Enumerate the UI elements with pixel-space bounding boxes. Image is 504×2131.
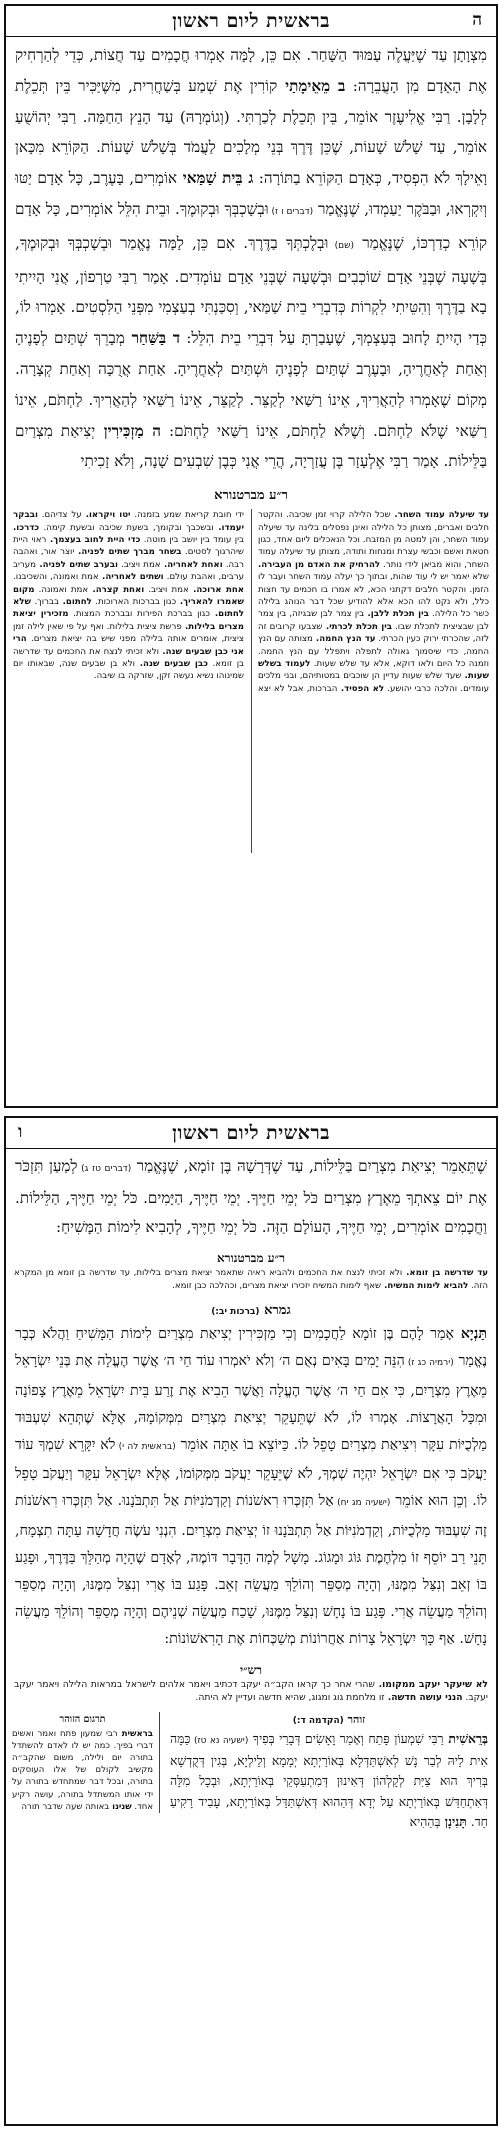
rashi-paragraph [14,1678,488,1704]
lead-word: הרי אני כבן שבעים שנה. [13,634,244,657]
text-run: רבי שמעון פתח ואמר ואשים דברי בפיך. כמה יש לו לאדם להשתדל בתורה יום ולילה, משום שהקב״ה מקשיב לקולם של אלו העוסקים בתורה, ובכל דבר שמתחדש בתורה על ידי אותו המשתדל בתורה, עושה רקיע אחד. [12,1728,153,1812]
gemara-paragraph [15,1321,487,1653]
gemara-text [6,1321,496,1653]
page-header [6,1118,496,1149]
lead-word: ובערב שתים לפניה. [35,559,118,570]
text-run: יְצִיאַת מִצְרַיִם בַּלֵּילוֹת. אָמַר רַבִּי אֶלְעָזָר בֶּן עֲזַרְיָה, הֲרֵי אֲנִי כְּבֶן שִׁבְעִים שָׁנָה, וְלֹא זָכִיתִי [15,421,487,471]
page-1 [4,4,498,1108]
lead-word: ג בֵּית שַׁמַּאי [177,169,254,188]
commentary-paragraph [14,1267,488,1292]
text-run: שעד שלש שעות עדיין הן שוכבים במטותיהם, ובני מלכים עומדים. והלכה כרבי יהושע. [258,671,489,694]
text-run: ולא זכיתי לנצח את החכמים עד שדרשה בן זומא. [13,646,245,670]
commentary-heading: ר״ע מברטנורא [216,1251,286,1265]
mishnah-paragraph [15,1152,487,1242]
lead-word: כדרכו. [13,522,40,533]
zohar-section [6,1712,496,1902]
text-run: קוֹרִין אֶת שְׁמַע בְּשַׁחֲרִית, מִשֶּׁיַּכִּיר בֵּין תְּכֵלֶת לְלָבָן. רַבִּי אֱלִיעֶזֶר אוֹמֵר, בֵּין תְּכֵלֶת לְכַרְתִּי. (וְגוֹמְרָהּ) עַד הָנֵץ הַחַמָּה. רַבִּי יְהוֹשֻׁעַ אוֹמֵר, עַד שָׁלֹשׁ שָׁעוֹת, שֶׁכֵּן דֶּרֶךְ בְּנֵי מְלָכִים לַעֲמֹד בְּשָׁלֹשׁ שָׁעוֹת. הַקּוֹרֵא מִכָּאן וָאֵילָךְ לֹא הִפְסִיד, כְּאָדָם הַקּוֹרֵא בַתּוֹרָה: [15,76,487,188]
page-number: ו [18,1122,23,1142]
text-run: שאף לימות המשיח יזכירו יציאת מצרים, וכהלכה כבן זומא. [172,1280,382,1291]
lead-word: ואחת לאחריה. [160,559,223,570]
text-run: מצותה עם הנץ החמה, כדי שיסמוך גאולה לתפלה ויתפלל עם הנץ החמה. וזמנה כל היום ולאו דוקא, אלא עד שלש שעות. [258,634,490,670]
gemara-heading [6,1302,496,1321]
zohar-column [170,1712,488,1833]
text-run: על צדיהם. [37,510,82,521]
lead-word: לחתום. [58,597,92,607]
text-run: אמת ויציב. [144,584,189,595]
text-run: רַבִּי שִׁמְעוֹן פָּתַח וְאָמַר וָאָשִׂים דְּבָרַי בְּפִיךָ [248,1730,444,1746]
page-number: ה [472,10,482,30]
verse-citation: (דברים טז ג) [77,1164,132,1174]
verse-citation: (בראשית לה י) [115,1442,176,1452]
text-run: וּבְלֶכְתְּךָ בַדֶּרֶךְ. אִם כֵּן, לָמָּה נֶאֱמַר וּבְשָׁכְבְּךָ וּבְקוּמֶךָ, בְּשָׁעָה שֶׁבְּנֵי אָדָם שׁוֹכְבִים וּבְשָׁעָה שֶׁבְּנֵי אָדָם עוֹמְדִים. אָמַר רַבִּי טַרְפוֹן, אֲנִי הָיִיתִי בָא בַדֶּרֶךְ וְהִטֵּיתִי לִקְרוֹת כְּדִבְרֵי בֵית שַׁמַּאי, וְסִכַּנְתִּי בְעַצְמִי מִפְּנֵי הַלִּסְטִים. אָמְרוּ לוֹ, כְּדַי הָיִיתָ לָחוּב בְּעַצְמְךָ, שֶׁעָבַרְתָּ עַל דִּבְרֵי בֵית הִלֵּל: [15,233,488,348]
zohar-citation: (הקדמה ד:) [292,1715,344,1726]
gemara-citation: (ברכות יב:) [211,1307,260,1318]
text-run: בְּהַהִיא [409,1814,441,1830]
text-run: ובשכבך ובקומך, בשעת שכיבה ובשעת קימה. [39,522,214,533]
page-title: בראשית ליום ראשון [172,1122,330,1144]
commentary-heading: ר״ע מברטנורא [214,488,288,504]
verse-citation: (דברים ו ז) [268,206,314,217]
text-run: יוצר אור, ואהבה רבה. [13,547,244,570]
lead-word: מקום שאמרו להאריך. [13,584,244,607]
lead-word: עד שיעלה עמוד השחר. [390,510,489,521]
lead-word: להרחיק את האדם מן העבירה. [258,559,381,570]
text-run: אַל תִּזְכְּרוּ רִאשֹׁנוֹת וְקַדְמֹנִיּוֹת אַל תִּתְבֹּנָנוּ. אַל תִּזְכְּרוּ רִאשֹׁנוֹת זֶה שִׁעְבּוּד מַלְכֻיּוֹת, וְקַדְמֹנִיּוֹת אַל תִּתְבֹּנָנוּ זוֹ יְצִיאַת מִצְרַיִם. הִנְנִי עֹשֶׂה חֲדָשָׁה עַתָּה תִצְמָח, תָּנֵי רַב יוֹסֵף זוֹ מִלְחֶמֶת גּוֹג וּמָגוֹג. מָשָׁל לְמָה הַדָּבָר דּוֹמֶה, לְאָדָם שֶׁהָיָה מְהַלֵּךְ בַּדֶּרֶךְ, וּפָגַע בּוֹ זְאֵב וְנִצַּל מִמֶּנּוּ, וְהָיָה מְסַפֵּר וְהוֹלֵךְ מַעֲשֵׂה זְאֵב. פָּגַע בּוֹ אֲרִי וְנִצַּל מִמֶּנּוּ, וְהָיָה מְסַפֵּר וְהוֹלֵךְ מַעֲשֵׂה אֲרִי. פָּגַע בּוֹ נָחָשׁ וְנִצַּל מִמֶּנּוּ, שָׁכַח מַעֲשֵׂה שְׁנֵיהֶם וְהָיָה מְסַפֵּר וְהוֹלֵךְ מַעֲשֵׂה נָחָשׁ. אַף כָּךְ יִשְׂרָאֵל צָרוֹת אַחֲרוֹנוֹת מְשַׁכְּחוֹת אֶת הָרִאשׁוֹנוֹת: [15,1493,487,1648]
zohar-heading [170,1712,488,1729]
verse-citation: (ירמיה כג ז) [404,1358,454,1369]
lead-word: בשחר מברך שתים לפניה. [74,547,182,558]
targum-paragraph [12,1728,153,1813]
targum-column [12,1712,160,1813]
lead-word: לעמוד בשלש שעות. [258,659,489,682]
lead-word: הנני עושה חדשה. [384,1691,463,1703]
lead-word: שלא לחתום. [13,597,244,620]
text-run: שהרי אחר כך קראו הקב״ה יעקב דכתיב ויאמר אלהים לישראל במראות הלילה ויאמר יעקב יעקב. [14,1678,488,1703]
commentary-bartenura [6,1267,496,1292]
rashi-heading: רש״י [239,1662,263,1677]
text-run: שלא יאמר יש לי עוד שהות, ובתוך כך יעלה עמוד השחר ועבר לו הזמן. והקטר חלבים דקתני הכא, לא אמרו בו חכמים עד חצות כלל, ולא נקט להו הכא אלא להודיע שכל דבר הנוהג בלילה כשר כל הלילה. [258,572,490,620]
commentary-bartenura [6,509,496,853]
lead-word: כבן שבעים שנה. [134,659,208,670]
text-run: הברכות, אבל לא יצא ידי חובת קריאת שמע בזמנה. [130,510,338,694]
text-run: מִצְוָתָן עַד שֶׁיַּעֲלֶה עַמּוּד הַשָּׁחַר. אִם כֵּן, לָמָּה אָמְרוּ חֲכָמִים עַד חֲצוֹת, כְּדֵי לְהַרְחִיק אֶת הָאָדָם מִן הָעֲבֵרָה: [15,46,487,95]
text-run: ולא בן שבעים שנה, שבאותו יום שמינוהו נשיא נעשה זקן, שזרקה בו שיבה. [13,659,244,682]
text-run: שֶׁתֵּאָמֵר יְצִיאַת מִצְרַיִם בַּלֵּילוֹת, עַד שֶׁדְּרָשָׁהּ בֶּן זוֹמָא, שֶׁנֶּאֱמַר [131,1157,488,1175]
lead-word: ואחת קצרה. [88,584,145,595]
text-run: מעריב ערבים, ואהבת עולם. [13,559,244,583]
lead-word: בין תכלת ללבן. [364,609,429,620]
mishnah-text [6,37,496,477]
lead-word: ד בַּשַּׁחַר [124,329,181,348]
text-run: לְמַעַן תִּזְכֹּר אֶת יוֹם צֵאתְךָ מֵאֶרֶץ מִצְרַיִם כֹּל יְמֵי חַיֶּיךָ. יְמֵי חַיֶּיךָ, הַיָּמִים. כֹּל יְמֵי חַיֶּיךָ, הַלֵּילוֹת. וַחֲכָמִים אוֹמְרִים, יְמֵי חַיֶּיךָ, הָעוֹלָם הַזֶּה. כֹּל יְמֵי חַיֶּיךָ, לְהָבִיא לִימוֹת הַמָּשִׁיחַ: [15,1157,487,1236]
text-run: שצבעו קרובים זה לזה, שהכרתי ירוק כעין הכרתי. [258,621,489,645]
verse-citation: (שם) [328,240,355,251]
text-run: הִנֵּה יָמִים בָּאִים נְאֻם ה׳ וְלֹא יֹאמְרוּ עוֹד חַי ה׳ אֲשֶׁר הֶעֱלָה אֶת בְּנֵי יִשְׂרָאֵל מֵאֶרֶץ מִצְרָיִם, כִּי אִם חַי ה׳ אֲשֶׁר הֶעֱלָה וַאֲשֶׁר הֵבִיא אֶת זֶרַע בֵּית יִשְׂרָאֵל מֵאֶרֶץ צָפוֹנָה וּמִכָּל הָאֲרָצוֹת. אָמְרוּ לוֹ, לֹא שֶׁתֵּעָקֵר יְצִיאַת מִצְרַיִם מִמְּקוֹמָהּ, אֶלָּא שֶׁתְּהֵא שִׁעְבּוּד מַלְכֻיּוֹת עִקָּר וִיצִיאַת מִצְרַיִם טָפֵל לוֹ. כַּיּוֹצֵא בוֹ אַתָּה אוֹמֵר [15,1353,487,1453]
mishnah-paragraph [15,40,487,477]
text-run: פרשת ציצית בלילות. ואף על פי שאין לילה זמן ציצית, אומרים אותה בלילה מפני שיש בה יציאת מצרים. [13,621,244,645]
text-run: ראוי היית שיהרגוך לסטים. [13,534,244,558]
lead-word: ושתים לאחריה. [98,572,164,583]
text-run: בברוך. [30,597,59,607]
gemara-title: גמרא [264,1303,291,1319]
text-run: אמת ויציב. [117,559,161,570]
lead-word: להביא לימות המשיח. [381,1280,469,1291]
lead-word: לא הפסיד. [337,683,385,694]
lead-word: כדי היית לחוב בעצמך. [46,534,141,545]
lead-word: אחת ארוכה. [188,584,244,595]
mishnah-text [6,1149,496,1242]
text-run: אוֹמְרִים, בָּעֶרֶב, כָּל אָדָם יַטּוּ וְיִקְרְאוּ, וּבַבֹּקֶר יַעַמְדוּ, שֶׁנֶּאֱמַר [15,169,487,218]
text-run: בין צמר לבן שבגיזה, בין צמר לבן שבציצית לתכלת שבו. [258,609,489,632]
lead-word: בין תכלת לכרתי. [322,621,392,632]
lead-word: עד הנץ החמה. [312,634,376,645]
lead-word: לא שיעקר יעקב ממקומו. [374,1678,488,1690]
lead-word: בראשית [117,1728,153,1739]
page-title: בראשית ליום ראשון [172,10,330,32]
lead-word: יטו ויקראו. [81,510,131,521]
zohar-paragraph [170,1729,488,1833]
text-run: מְבָרֵךְ שְׁתַּיִם לְפָנֶיהָ וְאַחַת לְאַחֲרֶיהָ, וּבָעֶרֶב שְׁתַּיִם לְפָנֶיהָ וּשְׁתַּיִם לְאַחֲרֶיהָ. אַחַת אֲרֻכָּה וְאַחַת קְצָרָה. מְקוֹם שֶׁאָמְרוּ לְהַאֲרִיךְ, אֵינוֹ רַשַּׁאי לְקַצֵּר. לְקַצֵּר, אֵינוֹ רַשַּׁאי לְהַאֲרִיךְ. לַחְתֹּם, אֵינוֹ רַשַּׁאי שֶׁלֹּא לַחְתֹּם. וְשֶׁלֹּא לַחְתֹּם, אֵינוֹ רַשַּׁאי לַחְתֹּם: [15,329,487,440]
lead-word: עד שדרשה בן זומא. [402,1268,488,1278]
page-header [6,6,496,37]
lead-word: ה מַזְכִּירִין [95,421,161,440]
page-2 [4,1116,498,2126]
text-run: זו מלחמת גוג ומגוג, שהיא חדשה ועדיין לא היתה. [195,1691,385,1703]
text-run: כגון בברכת הפירות ובברכת המצות. [68,609,210,620]
rashi-text [6,1678,496,1704]
lead-word: שנינו [109,1801,132,1812]
lead-word: ובבקר יעמדו. [13,510,244,533]
verse-citation: (ישעיה נא טז) [190,1735,249,1746]
text-run: אמת ואמונה, והשכיבנו. [13,572,99,583]
lead-word: ב מֵאֵימָתַי [277,76,346,95]
text-run: שכל הלילה קרוי זמן שכיבה. והקטר חלבים ואברים, מצותן כל הלילה ואינן נפסלים בלינה עד שיעלה עמוד השחר, והן למטה מן המזבח. וכל הנאכלים ליום אחד, כגון חטאת ואשם וכבשי עצרת ומנחות ותודה, מצותן עד שיעלה עמוד השחר, והוא מביאן לידי נותר. [258,510,489,570]
lead-word: מזכירין יציאת מצרים בלילות. [13,609,244,632]
text-run: אמת ואמונה. [34,584,89,595]
text-run: וּבְשָׁכְבְּךָ וּבְקוּמֶךָ. וּבֵית הִלֵּל אוֹמְרִים, כָּל אָדָם קוֹרֵא כְדַרְכּוֹ, שֶׁנֶּאֱמַר [15,199,487,252]
commentary-paragraph [13,509,489,695]
text-run: אָמַר לָהֶם בֶּן זוֹמָא לַחֲכָמִים וְכִי מַזְכִּירִין יְצִיאַת מִצְרַיִם לִימוֹת הַמָּשִׁיחַ וַהֲלֹא כְּבָר נֶאֱמַר [15,1326,487,1370]
lead-word: בְּרֵאשִׁית [443,1730,489,1746]
targum-heading: תרגום הזוהר [59,1713,106,1725]
zohar-title: זוהר [347,1712,366,1726]
text-run: ולא זכיתי לנצח את החכמים ולהביא ראיה שתאמר יציאת מצרים בלילות, עד שדרשה בן זומא מן המקרא הזה. [14,1268,488,1291]
lead-word: תָּנִינָן [440,1814,467,1830]
text-run: כַּמָּה אִית לֵיהּ לְבַר נָשׁ לְאִשְׁתַּדְּלָא בְּאוֹרַיְתָא יְמָמָא וְלֵילְיָא, בְּגִין דְּקֻדְשָׁא בְּרִיךְ הוּא צַיִּת לְקָלְהוֹן דְּאִינוּן דְּמִתְעַסְּקֵי בְּאוֹרַיְתָא, וּבְכָל מִלָּה דְּאִתְחַדַּשׁ בְּאוֹרַיְתָא עַל יְדָא דְּהַהוּא דְּאִשְׁתַּדַּל בְּאוֹרַיְתָא, עָבִיד רָקִיעַ חַד. [170,1730,488,1830]
text-run: לֹא יִקָּרֵא שִׁמְךָ עוֹד יַעֲקֹב כִּי אִם יִשְׂרָאֵל יִהְיֶה שְׁמֶךָ, לֹא שֶׁיֵּעָקֵר יַעֲקֹב מִמְּקוֹמוֹ, אֶלָּא יִשְׂרָאֵל עִקָּר וְיַעֲקֹב טָפֵל לוֹ. וְכֵן הוּא אוֹמֵר [15,1437,487,1510]
verse-citation: (ישעיה מג יח) [333,1498,391,1509]
text-run: כגון בברכות הארוכות. [91,597,177,607]
text-run: בין עומד בין יושב בין מוטה. [140,534,244,545]
lead-word: תַּנְיָא [454,1326,487,1343]
text-run: באותה שעה שדבר תורה [21,1801,110,1812]
